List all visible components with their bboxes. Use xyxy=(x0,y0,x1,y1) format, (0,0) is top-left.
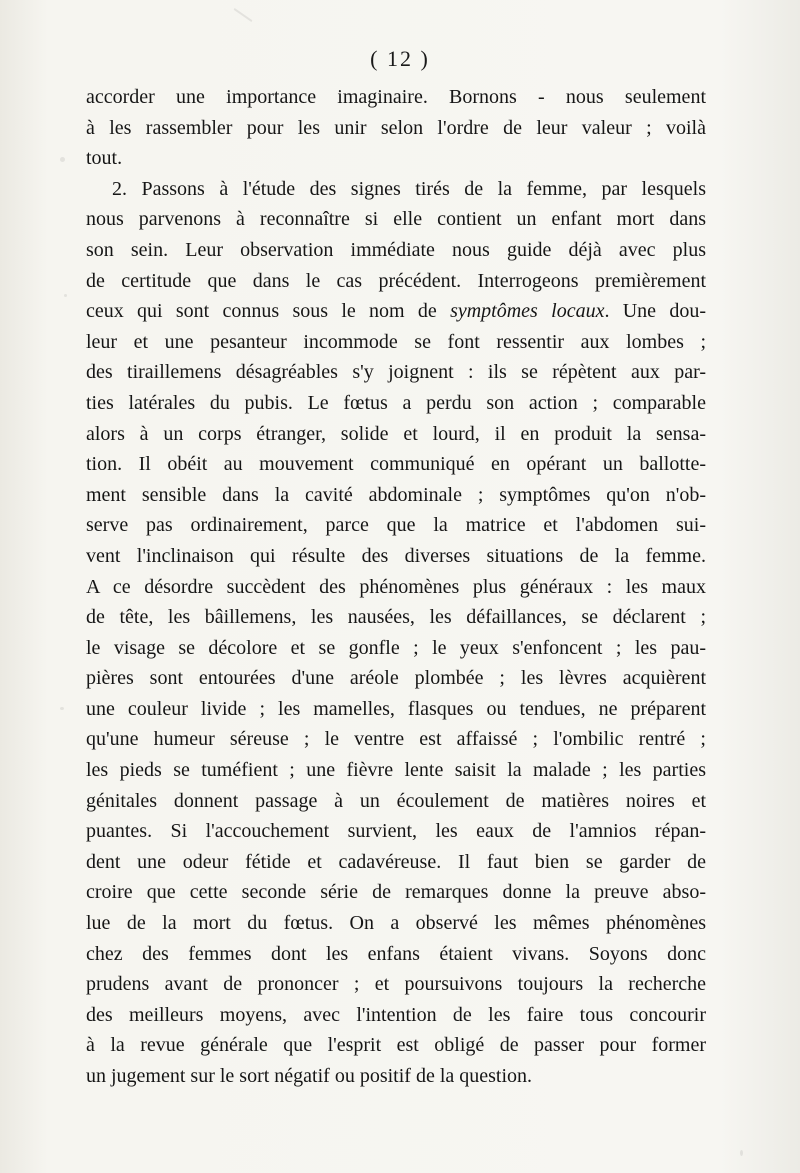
text-line: qu'une humeur séreuse ; le ventre est affaissé ; l'ombilic rentré ; xyxy=(86,728,706,751)
text-line: alors à un corps étranger, solide et lourd, il en produit la sensa- xyxy=(86,422,706,445)
text-line: croire que cette seconde série de remarques donne la preuve abso- xyxy=(86,881,706,904)
text-line: de certitude que dans le cas précédent. Interrogeons premièrement xyxy=(86,269,706,292)
text-line: chez des femmes dont les enfans étaient vivans. Soyons donc xyxy=(86,942,706,965)
text-line: prudens avant de prononcer ; et poursuivons toujours la recherche xyxy=(86,973,706,996)
paragraph-1 xyxy=(86,82,706,174)
italic-term: symptômes locaux xyxy=(450,300,605,323)
text-line: des meilleurs moyens, avec l'intention de les faire tous concourir xyxy=(86,1003,706,1026)
text-line: des tiraillemens désagréables s'y joignent : ils se répètent aux par- xyxy=(86,361,706,384)
body-text xyxy=(86,82,706,1092)
text-line: lue de la mort du fœtus. On a observé les mêmes phénomènes xyxy=(86,912,706,935)
text-line: A ce désordre succèdent des phénomènes plus généraux : les maux xyxy=(86,575,706,598)
text-line: une couleur livide ; les mamelles, flasques ou tendues, ne préparent xyxy=(86,697,706,720)
text-line: à la revue générale que l'esprit est obligé de passer pour former xyxy=(86,1034,706,1057)
text-line: ties latérales du pubis. Le fœtus a perdu son action ; comparable xyxy=(86,391,706,414)
paper-speck xyxy=(60,157,65,162)
text-line: vent l'inclinaison qui résulte des diverses situations de la femme. xyxy=(86,544,706,567)
text-line: génitales donnent passage à un écoulement de matières noires et xyxy=(86,789,706,812)
text-line: pières sont entourées d'une aréole plombée ; les lèvres acquièrent xyxy=(86,667,706,690)
page-number: ( 12 ) xyxy=(370,46,430,71)
text-line: tion. Il obéit au mouvement communiqué en opérant un ballotte- xyxy=(86,453,706,476)
text-line: dent une odeur fétide et cadavéreuse. Il faut bien se garder de xyxy=(86,850,706,873)
text-line: leur et une pesanteur incommode se font ressentir aux lombes ; xyxy=(86,330,706,353)
paper-speck xyxy=(60,707,64,710)
text-line: les pieds se tuméfient ; une fièvre lente saisit la malade ; les parties xyxy=(86,759,706,782)
text-line: accorder une importance imaginaire. Bornons - nous seulement xyxy=(86,86,706,108)
text-line: un jugement sur le sort négatif ou positif de la question. xyxy=(86,1065,533,1087)
text-line: de tête, les bâillemens, les nausées, les défaillances, se déclarent ; xyxy=(86,606,706,629)
text-line: puantes. Si l'accouchement survient, les eaux de l'amnios répan- xyxy=(86,820,706,843)
text-line: ment sensible dans la cavité abdominale ; symptômes qu'on n'ob- xyxy=(86,483,706,506)
text-line: serve pas ordinairement, parce que la matrice et l'abdomen sui- xyxy=(86,514,706,537)
text-line: tout. xyxy=(86,147,123,170)
text-line: 2. Passons à l'étude des signes tirés de la femme, par lesquels xyxy=(112,177,706,200)
text-line: à les rassembler pour les unir selon l'ordre de leur valeur ; voilà xyxy=(86,116,706,139)
text-line: le visage se décolore et se gonfle ; le yeux s'enfoncent ; les pau- xyxy=(86,636,706,659)
paper-speck xyxy=(740,1150,743,1156)
text-line: nous parvenons à reconnaître si elle contient un enfant mort dans xyxy=(86,208,706,231)
text-line: son sein. Leur observation immédiate nous guide déjà avec plus xyxy=(86,238,706,261)
paragraph-2 xyxy=(86,174,706,1092)
paper-speck xyxy=(64,294,67,297)
text-line-with-italic xyxy=(86,296,706,327)
text-segment: ceux qui sont connus sous le nom de xyxy=(86,300,437,323)
paper-speck xyxy=(233,8,252,22)
text-segment: . Une dou- xyxy=(604,300,707,323)
